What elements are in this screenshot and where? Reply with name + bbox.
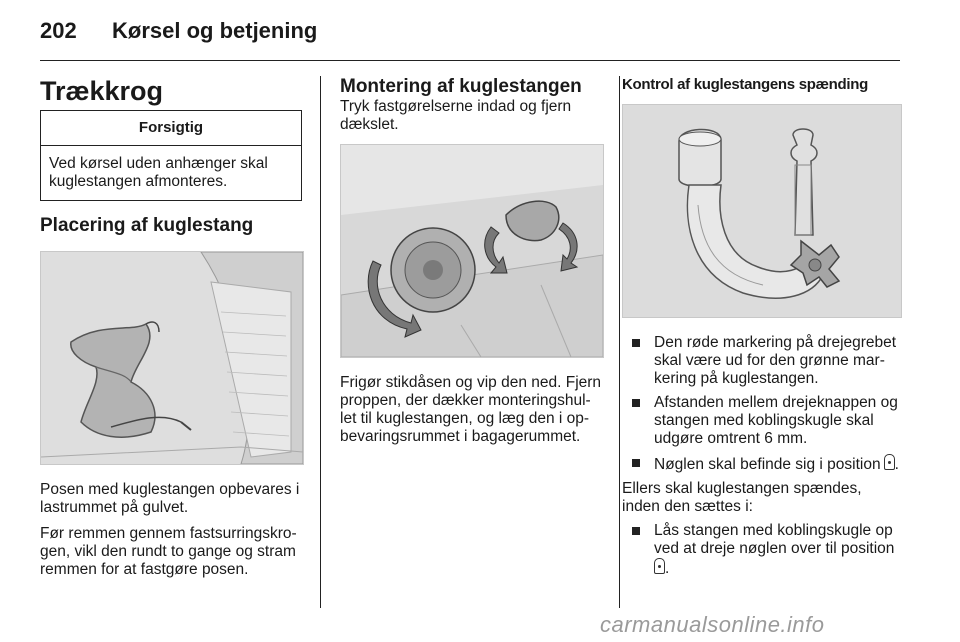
paragraph-strap-instructions: Før remmen gennem fastsurringskro-gen, vikl den rundt to gange og stram remmen for at fastgøre posen. [40,525,297,578]
section-title-mounting: Montering af kuglestangen [340,76,582,97]
bullet-square [632,339,640,347]
list-item: Lås stangen med koblingskugle op ved at dreje nøglen over til position . [622,522,902,578]
list-item: Afstanden mellem drejeknappen og stangen med koblingskugle skal udgøre omtrent 6 mm. [622,394,902,448]
column-right [622,76,902,584]
chapter-title: Kørsel og betjening [112,18,318,43]
watermark: carmanualsonline.info [600,612,825,637]
list-item: Nøglen skal befinde sig i position . [622,454,902,474]
column-divider-1 [320,76,321,608]
page-header [40,18,900,61]
bullet-square [632,459,640,467]
paragraph-release-socket: Frigør stikdåsen og vip den ned. Fjern proppen, der dækker monteringshul-let til kuglestangen, og læg den i op-bevaringsrummet i bagagerummet. [340,374,602,445]
bullet-square [632,527,640,535]
key-position-icon [884,454,895,470]
column-left [40,76,302,579]
caution-box [40,110,302,201]
unlock-list [622,522,902,578]
page-number: 202 [40,18,77,43]
paragraph-tighten-first: Ellers skal kuglestangen spændes, inden den sættes i: [622,480,862,515]
paragraph-bag-location: Posen med kuglestangen opbevares i lastrummet på gulvet. [40,481,300,516]
check-list [622,334,902,474]
subsection-title-placement: Placering af kuglestang [40,215,254,236]
column-divider-2 [619,76,620,608]
figure-ball-bar [622,104,902,318]
section-title-tension: Kontrol af kuglestangens spænding [622,76,868,93]
figure-socket-cover [340,144,604,358]
figure-bag-in-trunk [40,251,304,465]
caution-title: Forsigtig [41,111,301,146]
key-unlock-icon [654,558,665,574]
paragraph-remove-cover: Tryk fastgørelserne indad og fjern dækslet. [340,98,572,133]
bullet-square [632,399,640,407]
list-item: Den røde markering på drejegrebet skal være ud for den grønne mar-kering på kuglestangen. [622,334,902,388]
caution-text: Ved kørsel uden anhænger skal kuglestangen afmonteres. [49,155,268,190]
section-title: Trækkrog [40,76,164,106]
column-middle [340,76,602,446]
